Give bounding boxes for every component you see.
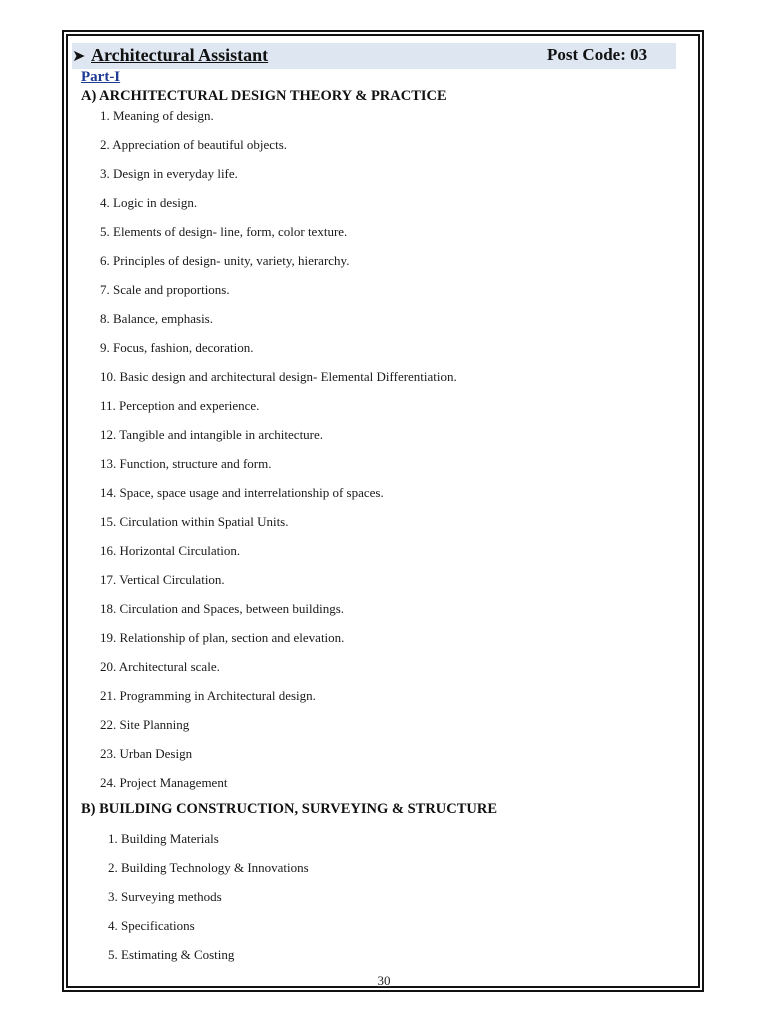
- list-item: 15. Circulation within Spatial Units.: [100, 514, 289, 529]
- list-item: 16. Horizontal Circulation.: [100, 543, 241, 558]
- list-item: 22. Site Planning: [100, 717, 190, 732]
- list-item: 20. Architectural scale.: [100, 659, 220, 674]
- page-title: Architectural Assistant: [91, 45, 269, 65]
- part-label: Part-I: [81, 69, 121, 85]
- list-item: 1. Building Materials: [108, 831, 219, 846]
- list-item: 19. Relationship of plan, section and elevation.: [100, 630, 345, 645]
- list-item: 3. Surveying methods: [108, 889, 222, 904]
- list-item: 9. Focus, fashion, decoration.: [100, 340, 254, 355]
- list-item: 12. Tangible and intangible in architecture.: [100, 427, 324, 442]
- list-item: 21. Programming in Architectural design.: [100, 688, 316, 703]
- section-heading-a: A) ARCHITECTURAL DESIGN THEORY & PRACTICE: [81, 88, 447, 104]
- section-a-list: [100, 108, 457, 804]
- list-item: 6. Principles of design- unity, variety, hierarchy.: [100, 253, 350, 268]
- page-number: 30: [377, 973, 391, 988]
- list-item: 2. Appreciation of beautiful objects.: [100, 137, 288, 152]
- list-item: 7. Scale and proportions.: [100, 282, 230, 297]
- list-item: 1. Meaning of design.: [100, 108, 214, 123]
- list-item: 24. Project Management: [100, 775, 228, 790]
- section-heading-b: B) BUILDING CONSTRUCTION, SURVEYING & STRUCTURE: [81, 801, 498, 817]
- list-item: 4. Specifications: [108, 918, 195, 933]
- list-item: 17. Vertical Circulation.: [100, 572, 225, 587]
- list-item: 2. Building Technology & Innovations: [108, 860, 309, 875]
- list-item: 14. Space, space usage and interrelationship of spaces.: [100, 485, 384, 500]
- section-b-list: [108, 831, 309, 976]
- list-item: 5. Elements of design- line, form, color texture.: [100, 224, 348, 239]
- list-item: 10. Basic design and architectural design- Elemental Differentiation.: [100, 369, 457, 384]
- post-code: Post Code: 03: [547, 45, 648, 64]
- list-item: 8. Balance, emphasis.: [100, 311, 213, 326]
- list-item: 23. Urban Design: [100, 746, 193, 761]
- list-item: 4. Logic in design.: [100, 195, 198, 210]
- arrow-bullet-icon: ➤: [72, 46, 86, 65]
- list-item: 13. Function, structure and form.: [100, 456, 272, 471]
- list-item: 5. Estimating & Costing: [108, 947, 235, 962]
- list-item: 3. Design in everyday life.: [100, 166, 238, 181]
- list-item: 18. Circulation and Spaces, between buildings.: [100, 601, 345, 616]
- list-item: 11. Perception and experience.: [100, 398, 260, 413]
